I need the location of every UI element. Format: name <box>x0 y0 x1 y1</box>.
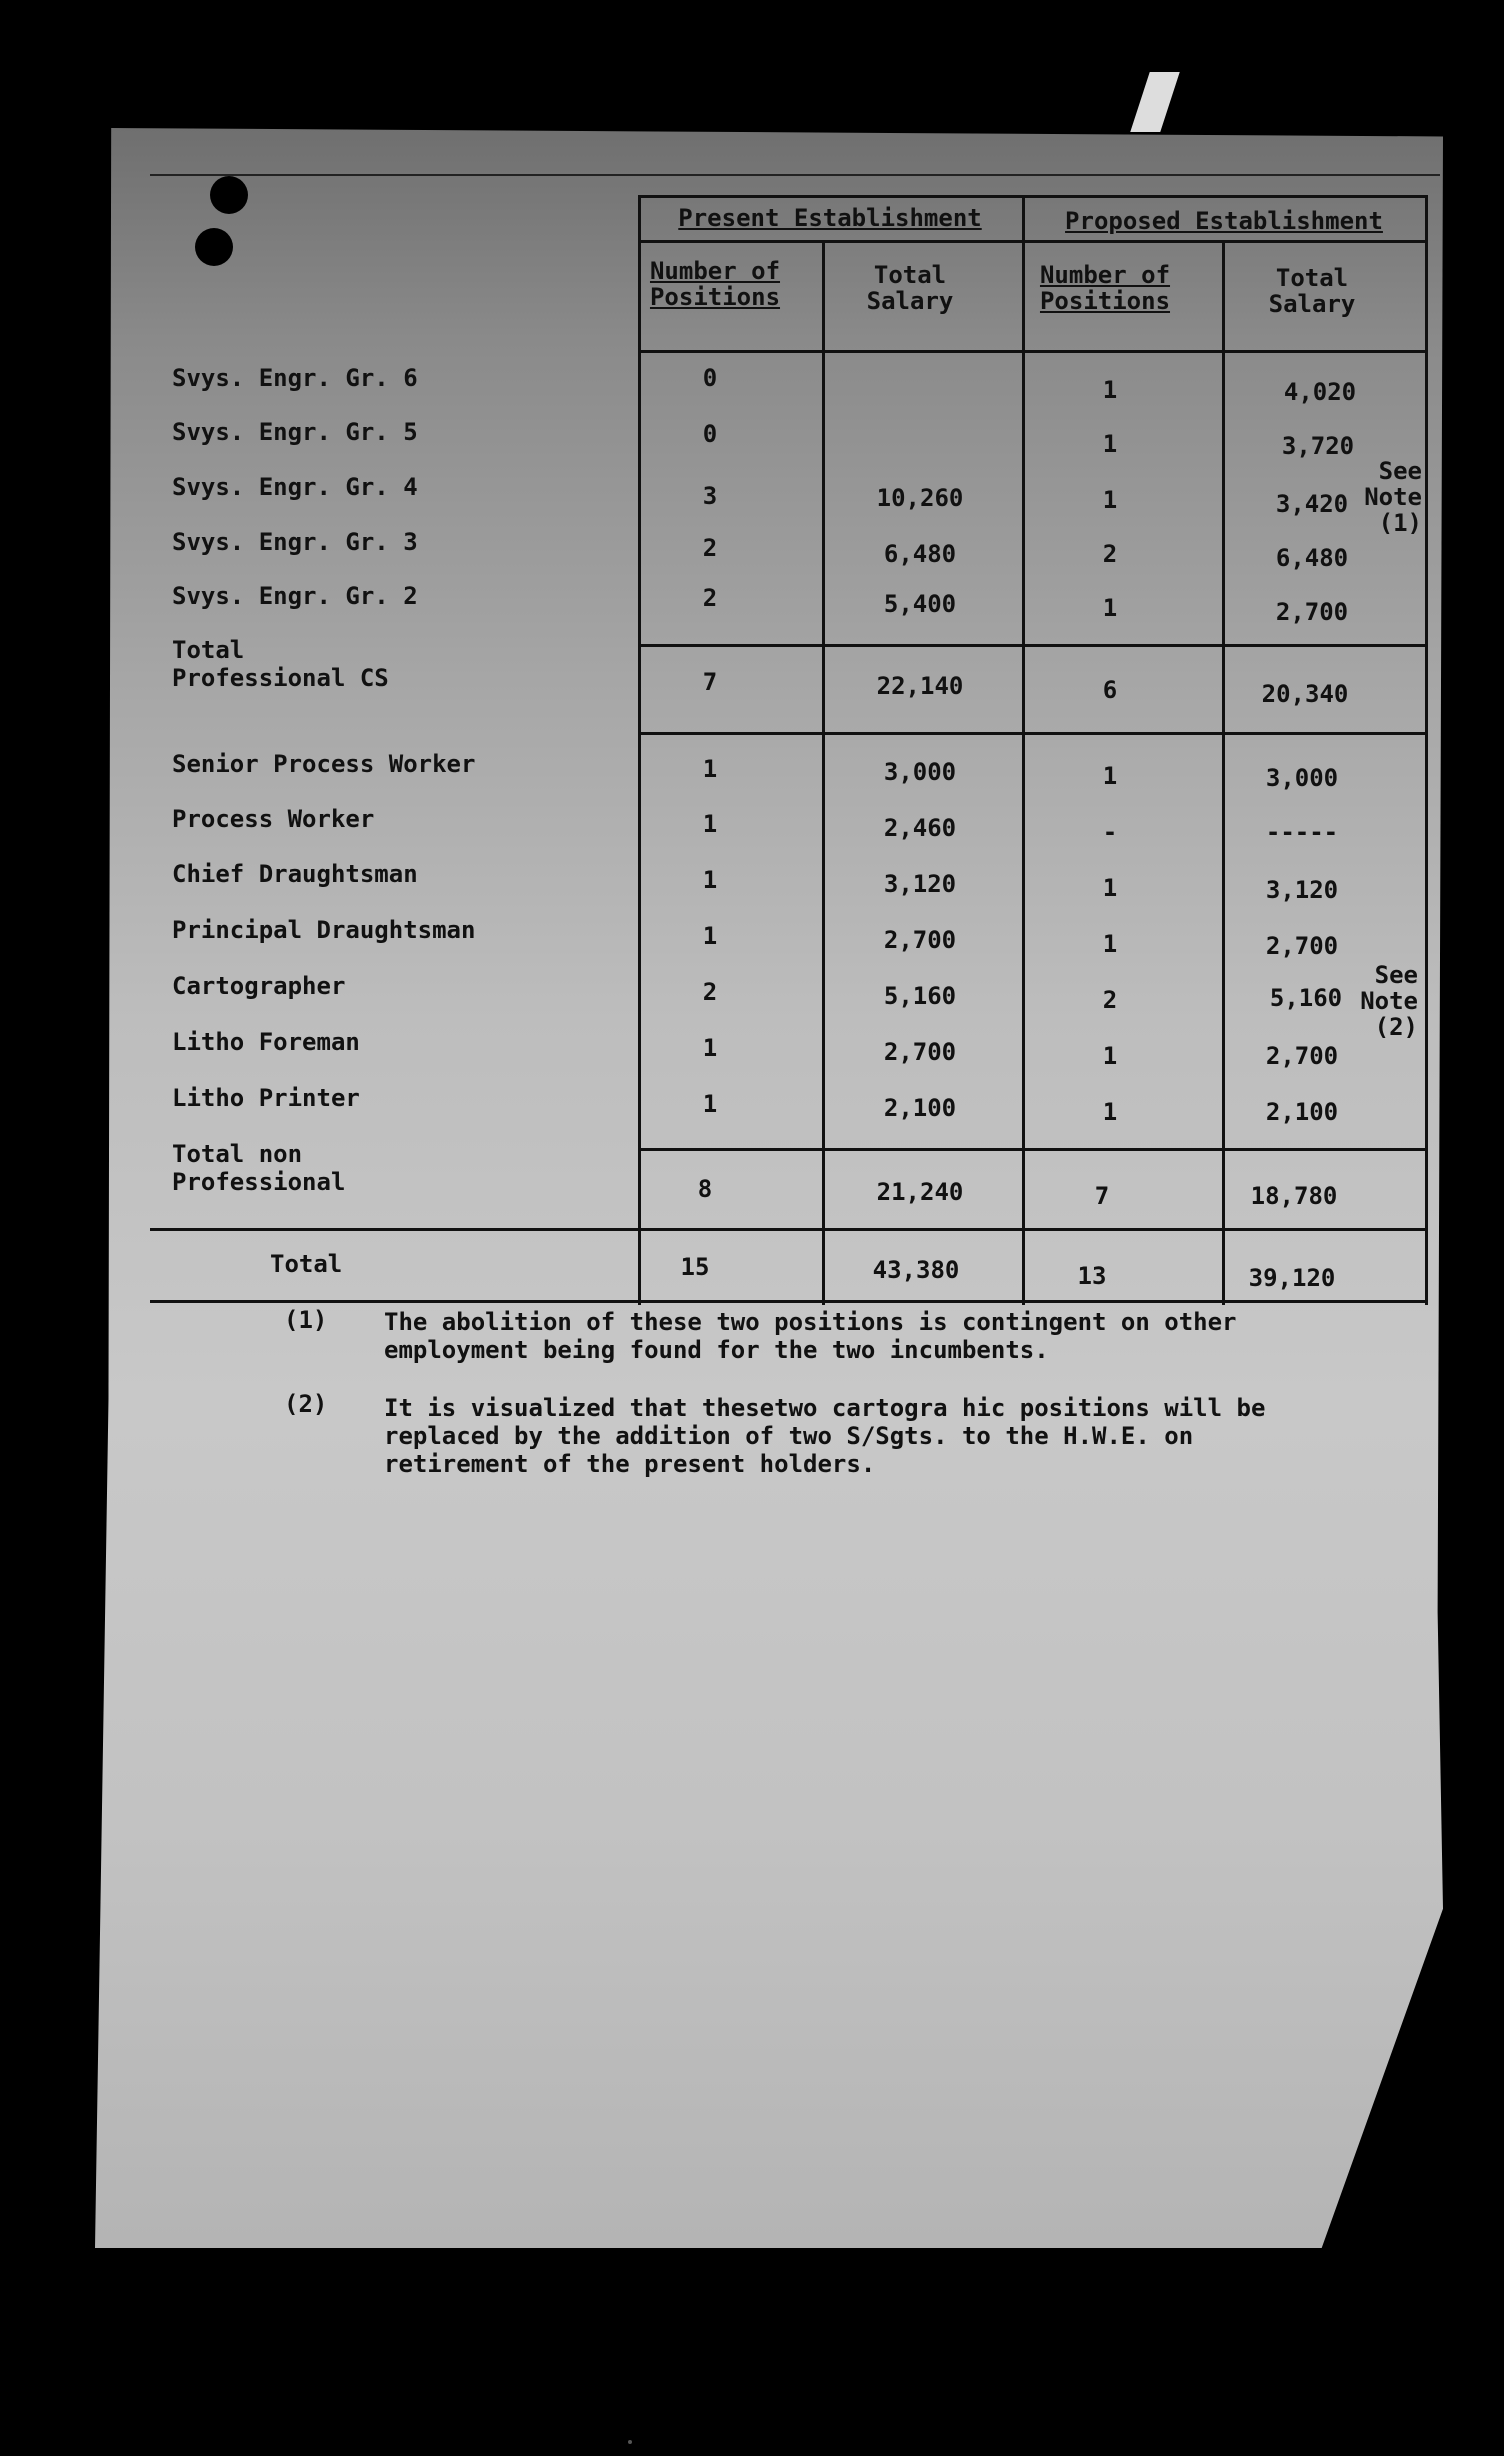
table-cell: 20,340 <box>1261 680 1349 708</box>
row-label: Svys. Engr. Gr. 5 <box>172 418 418 446</box>
table-cell: 0 <box>702 420 718 448</box>
table-border-right <box>1425 195 1428 1305</box>
table-cell: 43,380 <box>872 1256 960 1284</box>
row-label: Principal Draughtsman <box>172 916 476 944</box>
table-border-left <box>638 195 641 1305</box>
row-label: Total Professional CS <box>172 636 389 692</box>
table-cell: 2 <box>1102 540 1118 568</box>
table-cell: 2,460 <box>883 814 957 842</box>
table-cell: 3,120 <box>883 870 957 898</box>
present-positions-header: Number of Positions <box>649 257 781 311</box>
note-number: (1) <box>284 1306 328 1334</box>
table-cell: 22,140 <box>876 672 964 700</box>
table-cell: 1 <box>1102 486 1118 514</box>
table-cell: 3,000 <box>883 758 957 786</box>
table-cell: 5,160 <box>1269 984 1343 1012</box>
table-cell: 1 <box>1102 874 1118 902</box>
table-cell: 1 <box>702 755 718 783</box>
present-salary-header: Total Salary <box>866 261 954 315</box>
table-cell: 2,700 <box>1265 932 1339 960</box>
top-rule <box>150 174 1440 176</box>
row-label: Litho Printer <box>172 1084 360 1112</box>
proposed-positions-header: Number of Positions <box>1039 261 1171 315</box>
table-cell: 10,260 <box>876 484 964 512</box>
table-cell: 3,000 <box>1265 764 1339 792</box>
table-cell: 1 <box>1102 430 1118 458</box>
table-cell: 2,700 <box>1265 1042 1339 1070</box>
table-cell: 1 <box>702 866 718 894</box>
table-cell: 21,240 <box>876 1178 964 1206</box>
table-cell: 2,700 <box>1275 598 1349 626</box>
table-cell: 1 <box>1102 594 1118 622</box>
total-top-rule <box>150 1228 640 1231</box>
row-label-total: Total <box>270 1250 343 1278</box>
proposed-salary-header: Total Salary <box>1268 264 1356 318</box>
column-divider-1 <box>822 240 825 1305</box>
note-number: (2) <box>284 1390 328 1418</box>
subtotal-2-top-rule <box>638 1148 1428 1151</box>
subtotal-1-bottom-rule <box>638 732 1428 735</box>
table-cell: 1 <box>1102 376 1118 404</box>
table-cell: 2,100 <box>1265 1098 1339 1126</box>
note-text: The abolition of these two positions is contingent on other employment being found for the two incumbents. <box>384 1308 1237 1364</box>
table-cell: 2 <box>702 584 718 612</box>
table-cell: 1 <box>702 1090 718 1118</box>
table-cell: 6,480 <box>883 540 957 568</box>
header-bottom-rule <box>638 350 1428 353</box>
table-cell: 5,400 <box>883 590 957 618</box>
row-label: Cartographer <box>172 972 346 1000</box>
row-label: Svys. Engr. Gr. 3 <box>172 528 418 556</box>
table-cell: ----- <box>1265 818 1339 846</box>
subtotal-2-bottom-rule <box>638 1228 1428 1231</box>
table-cell: 2 <box>702 978 718 1006</box>
row-label: Svys. Engr. Gr. 2 <box>172 582 418 610</box>
present-establishment-header: Present Establishment <box>678 204 982 232</box>
table-cell: 2,700 <box>883 1038 957 1066</box>
row-label: Svys. Engr. Gr. 4 <box>172 473 418 501</box>
table-cell: 2 <box>702 534 718 562</box>
table-cell: 2,700 <box>883 926 957 954</box>
table-cell: - <box>1102 818 1118 846</box>
row-label: Svys. Engr. Gr. 6 <box>172 364 418 392</box>
proposed-establishment-header: Proposed Establishment <box>1065 207 1383 235</box>
table-cell: 18,780 <box>1250 1182 1338 1210</box>
column-divider-2 <box>1022 195 1025 1305</box>
table-cell: 3,420 <box>1275 490 1349 518</box>
table-cell: 39,120 <box>1248 1264 1336 1292</box>
table-cell: 1 <box>702 810 718 838</box>
row-label: Total non Professional <box>172 1140 346 1196</box>
scan-speck <box>628 2440 632 2444</box>
table-cell: 4,020 <box>1283 378 1357 406</box>
table-cell: 3,720 <box>1281 432 1355 460</box>
see-note-1: See Note (1) <box>1364 457 1422 537</box>
table-cell: 7 <box>702 668 718 696</box>
table-cell: 1 <box>1102 930 1118 958</box>
header-top-rule <box>638 195 1428 198</box>
total-bottom-rule <box>150 1300 1428 1303</box>
table-cell: 1 <box>702 1034 718 1062</box>
table-cell: 6 <box>1102 676 1118 704</box>
table-cell: 13 <box>1077 1262 1107 1290</box>
table-cell: 5,160 <box>883 982 957 1010</box>
row-label: Senior Process Worker <box>172 750 476 778</box>
table-cell: 1 <box>1102 1042 1118 1070</box>
row-label: Chief Draughtsman <box>172 860 418 888</box>
table-cell: 1 <box>1102 762 1118 790</box>
paper-tab <box>1130 72 1179 132</box>
note-text: It is visualized that thesetwo cartogra hic positions will be replaced by the addition of two S/Sgts. to the H.W.E. on retirement of the present holders. <box>384 1394 1266 1478</box>
table-cell: 15 <box>680 1253 710 1281</box>
table-cell: 3 <box>702 482 718 510</box>
table-cell: 8 <box>697 1175 713 1203</box>
punch-hole-top <box>210 176 248 214</box>
row-label: Litho Foreman <box>172 1028 360 1056</box>
row-label: Process Worker <box>172 805 375 833</box>
table-cell: 6,480 <box>1275 544 1349 572</box>
table-cell: 1 <box>1102 1098 1118 1126</box>
table-cell: 0 <box>702 364 718 392</box>
table-cell: 7 <box>1094 1182 1110 1210</box>
see-note-2: See Note (2) <box>1360 961 1418 1041</box>
table-cell: 1 <box>702 922 718 950</box>
table-cell: 2 <box>1102 986 1118 1014</box>
table-cell: 3,120 <box>1265 876 1339 904</box>
table-cell: 2,100 <box>883 1094 957 1122</box>
subtotal-1-top-rule <box>638 644 1428 647</box>
punch-hole-bottom <box>195 228 233 266</box>
header-group-rule <box>638 240 1428 243</box>
